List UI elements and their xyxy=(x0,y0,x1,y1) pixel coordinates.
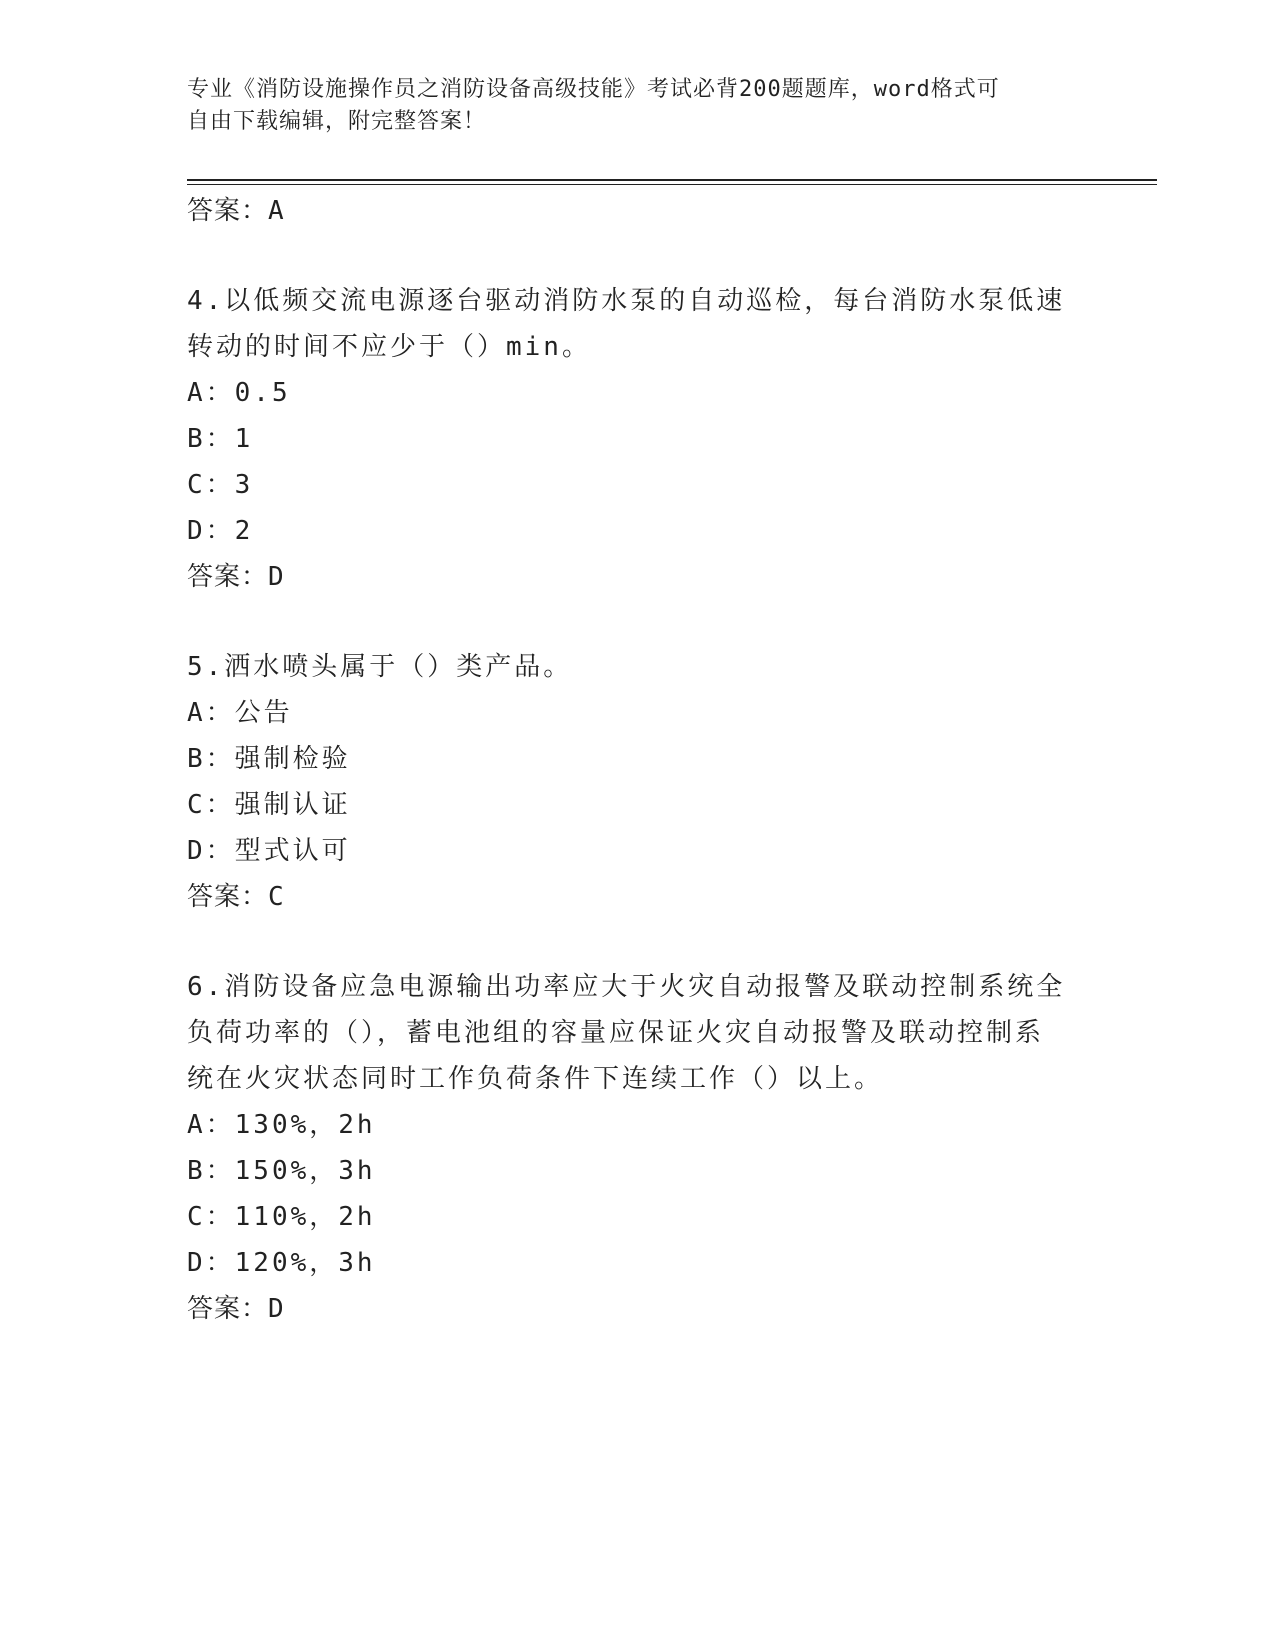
question-block xyxy=(187,964,1067,1332)
spacer xyxy=(187,234,1067,278)
option-a: A：130%，2h xyxy=(187,1110,376,1140)
header-rule-thick xyxy=(187,179,1157,181)
question-list xyxy=(187,188,1067,1332)
header-line-1: 专业《消防设施操作员之消防设备高级技能》考试必背200题题库，word格式可 xyxy=(187,77,1000,102)
answer-value: A xyxy=(268,196,285,226)
option-c: C：强制认证 xyxy=(187,790,351,820)
answer-line xyxy=(187,188,1067,234)
header-line-2: 自由下载编辑，附完整答案！ xyxy=(187,109,487,134)
option-b: B：强制检验 xyxy=(187,744,351,774)
answer-value: D xyxy=(268,1294,285,1324)
option-a: A：0.5 xyxy=(187,378,291,408)
spacer xyxy=(187,600,1067,644)
question-block xyxy=(187,644,1067,920)
question-block xyxy=(187,278,1067,600)
answer-label: 答案： xyxy=(187,196,269,226)
option-d: D：2 xyxy=(187,516,254,546)
option-a: A：公告 xyxy=(187,698,293,728)
option-b: B：1 xyxy=(187,424,254,454)
document-header xyxy=(187,74,1067,138)
option-b: B：150%，3h xyxy=(187,1156,376,1186)
option-d: D：120%，3h xyxy=(187,1248,376,1278)
answer-line xyxy=(187,1286,1067,1332)
answer-label: 答案： xyxy=(187,562,269,592)
option-c: C：3 xyxy=(187,470,254,500)
option-c: C：110%，2h xyxy=(187,1202,376,1232)
answer-label: 答案： xyxy=(187,882,269,912)
option-d: D：型式认可 xyxy=(187,836,351,866)
question-text: 5.洒水喷头属于（）类产品。 xyxy=(187,652,573,682)
question-text: 4.以低频交流电源逐台驱动消防水泵的自动巡检，每台消防水泵低速转动的时间不应少于（）min。 xyxy=(187,286,1066,362)
answer-line xyxy=(187,554,1067,600)
answer-value: C xyxy=(268,882,285,912)
answer-line xyxy=(187,874,1067,920)
spacer xyxy=(187,920,1067,964)
answer-label: 答案： xyxy=(187,1294,269,1324)
answer-value: D xyxy=(268,562,285,592)
question-text: 6.消防设备应急电源输出功率应大于火灾自动报警及联动控制系统全负荷功率的（），蓄电池组的容量应保证火灾自动报警及联动控制系统在火灾状态同时工作负荷条件下连续工作（）以上。 xyxy=(187,972,1066,1094)
header-rule-thin xyxy=(187,184,1157,185)
